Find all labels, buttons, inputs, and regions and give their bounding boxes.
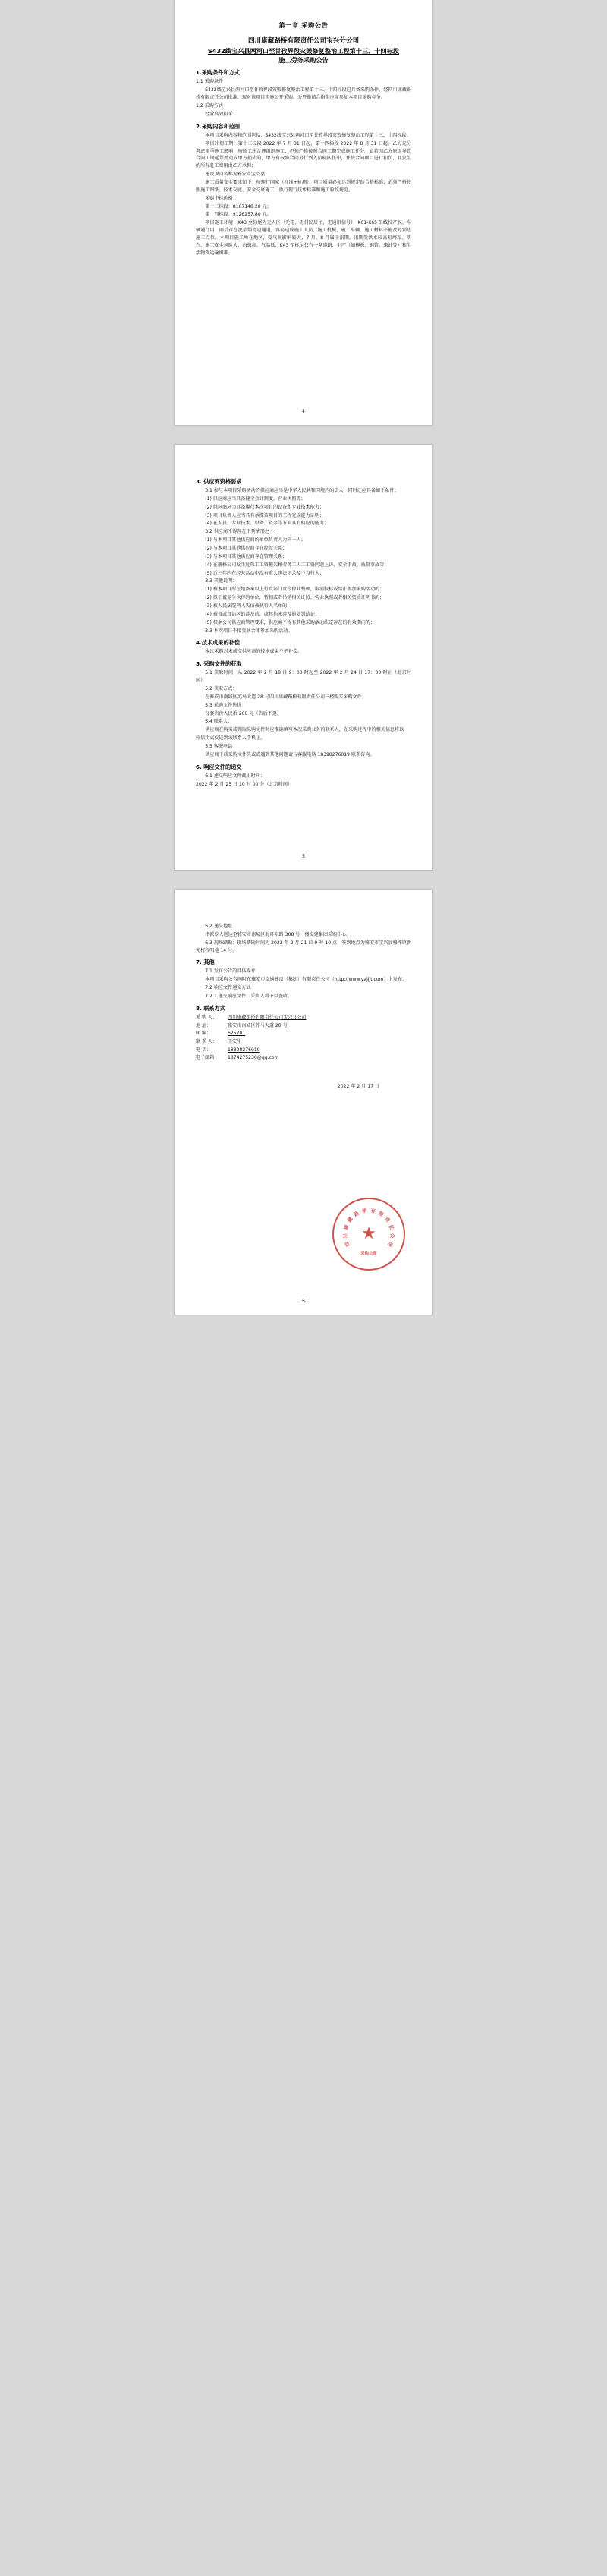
contact-row: [196, 1054, 411, 1063]
seal-star-icon: ★: [361, 1224, 376, 1243]
section-heading: 8. 联系方式: [196, 1004, 225, 1012]
page-number: 6: [302, 1299, 305, 1304]
seal-sub-text: 采购公章: [360, 1252, 377, 1256]
paragraph: 5.4 联系人：: [205, 719, 233, 725]
contact-list: [196, 1014, 411, 1063]
contact-row: [196, 1014, 411, 1022]
contact-key: 地 址：: [196, 1022, 212, 1028]
contact-row: [196, 1022, 411, 1031]
paragraph: (3) 项目负责人应当具有承揽该项目的工程完成能力证明；: [205, 512, 325, 518]
paragraph: 每套售价人民币 200 元（售后不退）: [205, 710, 282, 716]
contact-key: 联 系 人：: [196, 1038, 218, 1044]
paragraph: S432线宝兴县两河口至甘孜界段灾毁修复整治工程第十三、十四标段已具备采购条件，经四川康藏路桥有限责任公司批准、现对该项目实施公开采购，公开邀请合格供应商参加本项目采购竞争。: [196, 87, 411, 101]
paragraph: (5) 近三年内在经营活动中没有重大违法记录及不良行为；: [205, 570, 325, 576]
contact-value: 18398276019: [228, 1047, 260, 1053]
document-page-1: [175, 0, 432, 425]
contact-value: 王安生: [228, 1038, 242, 1044]
paragraph: (4) 在册格公司发生过死工工资拖欠和劳务工人工工资问题上访、安全事故、质量事故等；: [205, 562, 389, 568]
paragraph: (3) 被人民法院列入失信被执行人名单的；: [205, 603, 292, 609]
paragraph: (2) 供应商应当具备履行本次项目的设备和专业技术能力；: [205, 504, 325, 510]
paragraph: 6.3 现场踏勘：现场踏勘时间为 2022 年 2 月 21 日 9 时 10 点；签到地点为雅安市宝兴县穆坪镇新光村程明地 14 号。: [196, 940, 411, 953]
contact-value: 雅安市南城区苏马大道 28 号: [228, 1022, 288, 1028]
paragraph: 施工质量安全要求如下：按现行国家（标准+检测）、项目质量必须达到规定的合格标准；必须严格按照施工图纸、技术交底、安全交底施工，执行现行技术标准和施工验收规范。: [196, 179, 411, 193]
contact-key: 邮 编：: [196, 1031, 212, 1037]
paragraph: 5.5 客服电话: [205, 744, 233, 750]
paragraph: (3) 与本项目其他供应商存在管理关系；: [205, 553, 288, 559]
seal-arc-char: 康: [342, 1223, 351, 1231]
signature-date: 2022 年 2 月 17 日: [337, 1083, 379, 1089]
page-number: 5: [302, 854, 305, 859]
chapter-heading: 第一章 采购公告: [278, 21, 329, 29]
paragraph: 1.1 采购条件: [196, 79, 224, 85]
contact-value: 四川康藏路桥有限责任公司宝兴分公司: [228, 1014, 307, 1020]
seal-arc-char: 公: [388, 1233, 396, 1239]
section-heading: 7. 其他: [196, 959, 215, 966]
paragraph: 本项目采购公告同时在雅安市交通建设（集团）有限责任公司（http://www.yajjjt.com）上发布。: [205, 977, 407, 983]
section-heading: 6. 响应文件的递交: [196, 763, 242, 770]
paragraph: 经营高效招采: [205, 111, 233, 117]
seal-arc-char: 路: [353, 1210, 360, 1218]
paragraph: 6.1 递交响应文件截止时间：: [205, 773, 265, 779]
page-2-wrapper: [0, 445, 607, 890]
paragraph: 7.1 发布公告的具体媒介: [205, 968, 256, 975]
paragraph: 3.3 其他说明：: [205, 578, 237, 584]
contact-row: [196, 1038, 411, 1047]
paragraph: 第十四标段：9126257.80 元。: [205, 212, 272, 218]
section-heading: 5. 采购文件的获取: [196, 660, 242, 668]
paragraph: 5.3 采购文件售价：: [205, 702, 247, 708]
paragraph: (4) 在人员、专业技术、设备、资金等方面具有相应的能力；: [205, 521, 329, 527]
contact-row: [196, 1047, 411, 1055]
paragraph: 供应商在购买或领取采购文件时应准确填写本次采购业务的联系人，在采购过程中的相关信息将以: [205, 727, 404, 733]
contact-key: 采 购 人：: [196, 1014, 218, 1020]
paragraph: 6.2 递交地址: [205, 924, 233, 929]
paragraph: 本次采购对未成交供应商的技术成果不予补偿。: [205, 649, 303, 655]
paragraph: 验信用式发送到该联系人手机上。: [196, 735, 266, 742]
seal-arc-char: 责: [383, 1216, 392, 1224]
paragraph: 建设项目名称为雅安市宝兴县；: [205, 172, 270, 178]
seal-arc-char: 四: [343, 1240, 351, 1248]
paragraph: 供应商下载采购文件失或或遇到其他问题请与客服电话 18398276019 联系咨询。: [205, 751, 375, 757]
paragraph: 在雅安市南城区苏马大道 28 号四川康藏路桥有限责任公司三楼购买采购文件。: [205, 694, 366, 700]
page-3-wrapper: [0, 890, 607, 1334]
seal-arc-char: 川: [341, 1233, 349, 1239]
paragraph: 项目计划工期：第十三标段 2022 年 7 月 31 日起，第十四标段 2022 年 8 月 31 日起。乙方充分考虑雨季施工影响，按照工序合理组织施工，必须严格按照合同工期完成施工任务。如若因乙方原因导致合同工期延误并造成甲方损失的，甲方有权将合同另行列入招标队伍中，并按合同项目进行扣罚，且发生的所有赶工费用由乙方承担；: [196, 140, 411, 169]
document-page-2: [175, 445, 432, 870]
section-heading: 2.采购内容和范围: [196, 122, 241, 130]
paragraph: (1) 被本项目所在地备案以上行政部门责令停业整顿，取消投标或禁止参加采购活动的；: [205, 587, 385, 593]
paragraph: 5.2 获取方式：: [205, 686, 237, 692]
paragraph: (5) 根据公司供应商管理要求，供应商不得有其他采购活动法定存在的有效期内的；: [205, 619, 376, 625]
seal-arc-char: 藏: [346, 1216, 354, 1224]
paragraph: 2022 年 2 月 25 日 10 时 00 分（北京时间）: [196, 781, 293, 787]
paragraph: 7.2 响应文件递交方式: [205, 985, 251, 991]
section-heading: 3. 供应商资格要求: [196, 478, 242, 485]
contact-key: 电子邮箱：: [196, 1055, 219, 1061]
section-heading: 4.技术成果的补偿: [196, 639, 241, 647]
seal-arc-char: 桥: [361, 1208, 368, 1215]
doc-title-line-1: 四川康藏路桥有限责任公司宝兴分公司: [247, 37, 360, 45]
section-heading: 1.采购条件和方式: [196, 69, 241, 77]
company-seal-stamp: [332, 1198, 405, 1271]
seal-arc-char: 有: [370, 1208, 376, 1215]
paragraph: (1) 与本项目其他供应商的单位负责人为同一人；: [205, 537, 306, 543]
paragraph: (1) 供应商应当具备健全会计制度，营业执照等；: [205, 496, 306, 502]
paragraph: (2) 拟于被竞争伙伴的单位，暂扣或者吊销相关证照、营业执照或者相关资质证明书的；: [205, 595, 385, 601]
doc-title-line-3: 施工劳务采购公告: [278, 56, 329, 65]
paragraph: 项目施工环境：K43 至标尾为无人区（无电、无村民居住，无通讯信号），K61-K65 沿线按产权、车辆通行用，雨后存在泥浆塌垮道通道，容易造成施工人员、施工机械、施工车辆、施工材料不能及时到达施工点位。本项目施工所在地区，受气候影响较大，7 月、8 月属于汛期，汛期受洪水较高易垮塌、落石、施工安全风险大，海拔高、气温低、K43 至标尾仅有一条道路，生产（如模板、钢管、柴油等）和生活物资运输困难。: [196, 220, 411, 256]
paragraph: 7.2.1 递交响应文件，采购人将予以查收。: [205, 994, 293, 1000]
paragraph: (2) 与本项目其他供应商存在控股关系；: [205, 546, 288, 552]
paragraph: (4) 被省或自治区的涉及的，或其他未涉及的处罚结论；: [205, 611, 319, 617]
seal-arc-char: 司: [386, 1240, 395, 1248]
page-number: 4: [302, 409, 305, 414]
paragraph: 1.2 采购方式: [196, 103, 224, 109]
doc-title-line-2: S432线宝兴县两河口至甘孜界段灾毁修复整治工程第十三、十四标段: [207, 46, 400, 55]
seal-arc-char: 限: [377, 1210, 385, 1218]
contact-value: 625701: [228, 1031, 246, 1037]
paragraph: 指派专人送达至雅安市南城区北环东路 308 号一楼交建集团采购中心。: [205, 931, 351, 937]
paragraph: 本项目采购内容和范围包括：S432线宝兴县两河口至甘孜界段灾毁修复整治工程第十三、十四标段；: [205, 132, 411, 138]
paragraph: 第十三标段：8107148.20 元；: [205, 203, 272, 209]
document-page-3: [175, 890, 432, 1315]
paragraph: 3.2 供应商不得存在下列情形之一：: [205, 529, 279, 535]
contact-key: 电 话：: [196, 1047, 212, 1053]
paragraph: 3.1 参与本项目采购活动的供应商应当是中华人民共和国境内的法人，同时还应具备如下条件；: [205, 488, 399, 493]
page-1-wrapper: [0, 0, 607, 445]
contact-value: 1874275230@qq.com: [228, 1055, 279, 1061]
paragraph: 5.1 获取时间：从 2022 年 2 月 18 日 9：00 时起至 2022 年 2 月 24 日 17：00 时止（北京时间）: [196, 670, 411, 684]
paragraph: 3.3 本次项目不接受联合体参加采购活动。: [205, 628, 293, 634]
seal-arc-char: 任: [387, 1223, 395, 1231]
contact-row: [196, 1030, 411, 1038]
paragraph: 采购中标价格：: [205, 195, 237, 201]
